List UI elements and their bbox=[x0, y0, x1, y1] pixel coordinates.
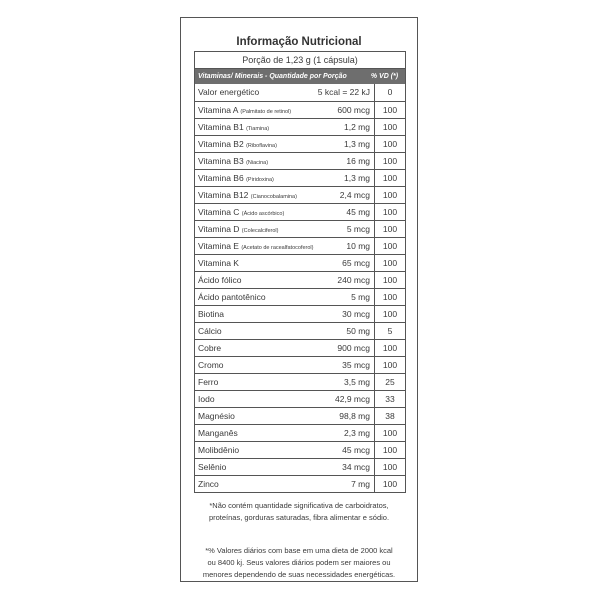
table-row bbox=[195, 322, 405, 339]
significance-note bbox=[181, 500, 417, 524]
table-row bbox=[195, 135, 405, 152]
daily-value: 100 bbox=[374, 255, 405, 271]
daily-value: 33 bbox=[374, 391, 405, 407]
daily-value: 100 bbox=[374, 425, 405, 441]
quantity-value: 65 mcg bbox=[342, 258, 370, 268]
daily-value: 0 bbox=[374, 84, 405, 101]
nutrient-label: Valor energético bbox=[198, 87, 260, 97]
quantity-value: 2,4 mcg bbox=[339, 190, 370, 200]
header-vd: % VD (*) bbox=[370, 73, 399, 80]
table-row bbox=[195, 339, 405, 356]
table-row bbox=[195, 407, 405, 424]
table-row bbox=[195, 203, 405, 220]
quantity-value: 50 mg bbox=[346, 326, 370, 336]
table-row bbox=[195, 152, 405, 169]
daily-value: 5 bbox=[374, 323, 405, 339]
table-row bbox=[195, 288, 405, 305]
nutrient-label: Zinco bbox=[198, 479, 219, 489]
table-row bbox=[195, 441, 405, 458]
table-row bbox=[195, 424, 405, 441]
table-row bbox=[195, 84, 405, 101]
daily-value: 100 bbox=[374, 442, 405, 458]
header-quantity: Vitaminas/ Minerais - Quantidade por Porção bbox=[198, 73, 347, 80]
quantity-value: 10 mg bbox=[346, 241, 370, 251]
daily-value: 100 bbox=[374, 153, 405, 169]
nutrient-label: Ferro bbox=[198, 377, 219, 387]
daily-value: 100 bbox=[374, 272, 405, 288]
table-row bbox=[195, 186, 405, 203]
quantity-value: 35 mcg bbox=[342, 360, 370, 370]
table-row bbox=[195, 237, 405, 254]
quantity-value: 16 mg bbox=[346, 156, 370, 166]
nutrient-source: (Riboflavina) bbox=[246, 143, 277, 149]
table-row bbox=[195, 101, 405, 118]
daily-value: 100 bbox=[374, 102, 405, 118]
footnote-line: ou 8400 kj. Seus valores diários podem ser maiores ou bbox=[207, 558, 391, 567]
quantity-value: 240 mcg bbox=[337, 275, 370, 285]
quantity-value: 5 mg bbox=[351, 292, 370, 302]
quantity-value: 1,3 mg bbox=[344, 173, 370, 183]
table-row bbox=[195, 220, 405, 237]
nutrient-label: Vitamina B2 bbox=[198, 139, 244, 149]
table-row bbox=[195, 254, 405, 271]
nutrient-label: Molibdênio bbox=[198, 445, 240, 455]
table-row bbox=[195, 458, 405, 475]
nutrient-label: Cálcio bbox=[198, 326, 222, 336]
quantity-value: 7 mg bbox=[351, 479, 370, 489]
daily-value: 100 bbox=[374, 357, 405, 373]
daily-value: 100 bbox=[374, 187, 405, 203]
quantity-value: 900 mcg bbox=[337, 343, 370, 353]
quantity-value: 1,3 mg bbox=[344, 139, 370, 149]
daily-value: 100 bbox=[374, 289, 405, 305]
nutrient-label: Cobre bbox=[198, 343, 222, 353]
nutrient-label: Iodo bbox=[198, 394, 215, 404]
daily-value: 100 bbox=[374, 340, 405, 356]
nutrient-name bbox=[195, 476, 374, 492]
daily-value: 38 bbox=[374, 408, 405, 424]
nutrient-source: (Cianocobalamina) bbox=[250, 194, 297, 200]
quantity-value: 45 mcg bbox=[342, 445, 370, 455]
nutrient-label: Vitamina D bbox=[198, 224, 240, 234]
nutrient-label: Ácido pantotênico bbox=[198, 292, 266, 302]
table-header bbox=[195, 69, 405, 84]
quantity-value: 34 mcg bbox=[342, 462, 370, 472]
note-line: proteínas, gorduras saturadas, fibra alimentar e sódio. bbox=[208, 513, 390, 522]
nutrient-label: Vitamina E bbox=[198, 241, 239, 251]
quantity-value: 98,8 mg bbox=[339, 411, 370, 421]
nutrient-label: Vitamina B3 bbox=[198, 156, 244, 166]
quantity-value: 45 mg bbox=[346, 207, 370, 217]
footnote-line: *% Valores diários com base em uma dieta de 2000 kcal bbox=[205, 546, 393, 555]
nutrient-label: Vitamina K bbox=[198, 258, 239, 268]
quantity-value: 42,9 mcg bbox=[335, 394, 370, 404]
daily-value: 100 bbox=[374, 306, 405, 322]
nutrient-label: Vitamina B12 bbox=[198, 190, 249, 200]
nutrient-label: Vitamina C bbox=[198, 207, 240, 217]
daily-value: 25 bbox=[374, 374, 405, 390]
portion-size: Porção de 1,23 g (1 cápsula) bbox=[195, 52, 405, 69]
label-title: Informação Nutricional bbox=[236, 36, 362, 48]
footnote-line: menores dependendo de suas necessidades energéticas. bbox=[202, 570, 396, 579]
daily-value: 100 bbox=[374, 204, 405, 220]
daily-value: 100 bbox=[374, 238, 405, 254]
quantity-value: 30 mcg bbox=[342, 309, 370, 319]
nutrient-name bbox=[195, 289, 374, 305]
nutrient-label: Ácido fólico bbox=[198, 275, 242, 285]
nutrient-label: Vitamina B6 bbox=[198, 173, 244, 183]
nutrition-label bbox=[180, 17, 418, 582]
daily-value: 100 bbox=[374, 136, 405, 152]
daily-value: 100 bbox=[374, 170, 405, 186]
daily-value: 100 bbox=[374, 459, 405, 475]
daily-values-footnote bbox=[181, 545, 417, 581]
nutrient-label: Selênio bbox=[198, 462, 227, 472]
table-row bbox=[195, 475, 405, 492]
quantity-value: 5 mcg bbox=[346, 224, 370, 234]
nutrient-label: Biotina bbox=[198, 309, 224, 319]
nutrient-source: (Piridoxina) bbox=[246, 177, 274, 183]
table-row bbox=[195, 390, 405, 407]
table-rows bbox=[195, 84, 405, 492]
nutrient-label: Magnésio bbox=[198, 411, 235, 421]
nutrient-label: Vitamina B1 bbox=[198, 122, 244, 132]
quantity-value: 1,2 mg bbox=[344, 122, 370, 132]
nutrient-label: Manganês bbox=[198, 428, 238, 438]
nutrient-source: (Acetato de racealfatocoferol) bbox=[241, 245, 314, 251]
nutrient-label: Cromo bbox=[198, 360, 224, 370]
nutrition-table bbox=[194, 51, 406, 493]
table-row bbox=[195, 169, 405, 186]
daily-value: 100 bbox=[374, 476, 405, 492]
table-row bbox=[195, 305, 405, 322]
nutrient-label: Vitamina A bbox=[198, 105, 239, 115]
table-row bbox=[195, 118, 405, 135]
nutrient-source: (Palmitato de retinol) bbox=[240, 109, 292, 115]
nutrient-source: (Colecalciferol) bbox=[241, 228, 279, 234]
quantity-value: 2,3 mg bbox=[344, 428, 370, 438]
nutrient-source: (Ácido ascórbico) bbox=[241, 211, 285, 217]
nutrient-source: (Tiamina) bbox=[246, 126, 270, 132]
quantity-value: 600 mcg bbox=[337, 105, 370, 115]
daily-value: 100 bbox=[374, 221, 405, 237]
daily-value: 100 bbox=[374, 119, 405, 135]
note-line: *Não contém quantidade significativa de carboidratos, bbox=[209, 501, 389, 510]
table-row bbox=[195, 271, 405, 288]
table-row bbox=[195, 356, 405, 373]
quantity-value: 5 kcal = 22 kJ bbox=[317, 87, 370, 97]
quantity-value: 3,5 mg bbox=[344, 377, 370, 387]
nutrient-source: (Niacina) bbox=[246, 160, 269, 166]
table-row bbox=[195, 373, 405, 390]
